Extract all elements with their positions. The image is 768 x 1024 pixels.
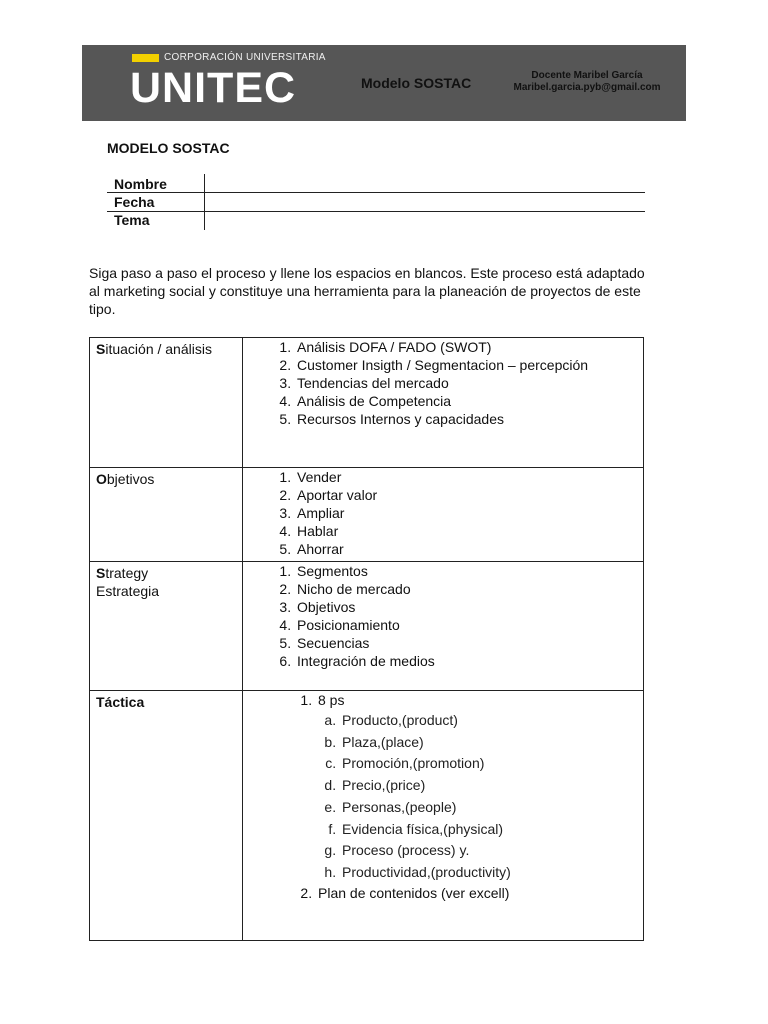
label-initial: O bbox=[96, 471, 107, 487]
list-item: 5. Recursos Internos y capacidades bbox=[295, 410, 643, 428]
list-item: 5. Secuencias bbox=[295, 634, 643, 652]
label-line2: Estrategia bbox=[96, 583, 160, 599]
form-row-fecha bbox=[107, 192, 645, 210]
logo-text: UNITEC bbox=[130, 64, 297, 112]
logo-accent-bar bbox=[132, 54, 159, 62]
row-content bbox=[243, 562, 644, 691]
list-item: 4. Análisis de Competencia bbox=[295, 392, 643, 410]
author-email: Maribel.garcia.pyb@gmail.com bbox=[513, 82, 661, 93]
list-item: 1. Análisis DOFA / FADO (SWOT) bbox=[295, 338, 643, 356]
list-item: 2. Customer Insigth / Segmentacion – percepción bbox=[295, 356, 643, 374]
label-rest: trategy bbox=[105, 565, 149, 581]
list-item: 3. Tendencias del mercado bbox=[295, 374, 643, 392]
row-content bbox=[243, 691, 644, 941]
list-item: 3. Ampliar bbox=[295, 504, 643, 522]
sub-item: b. Plaza,(place) bbox=[340, 732, 643, 754]
form-row-tema bbox=[107, 210, 645, 228]
label-initial: S bbox=[96, 341, 106, 357]
sub-item: c. Promoción,(promotion) bbox=[340, 753, 643, 775]
table-row-tactica bbox=[90, 691, 644, 941]
header-band bbox=[82, 45, 686, 121]
label-rest: bjetivos bbox=[106, 471, 155, 487]
sub-item: a. Producto,(product) bbox=[340, 710, 643, 732]
list-item bbox=[316, 691, 643, 884]
list-item: 2. Plan de contenidos (ver excell) bbox=[316, 884, 643, 902]
author-block bbox=[502, 70, 672, 94]
list-item: 4. Hablar bbox=[295, 522, 643, 540]
row-label bbox=[90, 562, 243, 691]
list-item-text: 8 ps bbox=[318, 692, 345, 708]
objetivos-list bbox=[243, 468, 643, 558]
sub-item: e. Personas,(people) bbox=[340, 797, 643, 819]
table-row-strategy bbox=[90, 562, 644, 691]
list-item: 2. Nicho de mercado bbox=[295, 580, 643, 598]
row-label bbox=[90, 338, 243, 468]
list-item: 2. Aportar valor bbox=[295, 486, 643, 504]
sub-item: h. Productividad,(productivity) bbox=[340, 862, 643, 884]
strategy-list bbox=[243, 562, 643, 670]
logo-subtitle: CORPORACIÓN UNIVERSITARIA bbox=[164, 52, 326, 63]
row-label bbox=[90, 691, 243, 941]
list-item: 1. Vender bbox=[295, 468, 643, 486]
tactica-sublist bbox=[318, 710, 643, 884]
situacion-list bbox=[243, 338, 643, 428]
sub-item: f. Evidencia física,(physical) bbox=[340, 819, 643, 841]
table-row-situacion bbox=[90, 338, 644, 468]
list-item: 5. Ahorrar bbox=[295, 540, 643, 558]
sub-item: g. Proceso (process) y. bbox=[340, 840, 643, 862]
intro-paragraph: Siga paso a paso el proceso y llene los espacios en blancos. Este proceso está adaptado al marketing social y constituye una herramienta para la planeación de proyectos de este tipo. bbox=[89, 265, 645, 317]
author-name: Docente Maribel García bbox=[531, 70, 643, 81]
header-doc-title: Modelo SOSTAC bbox=[361, 75, 472, 91]
field-label: Nombre bbox=[114, 176, 167, 192]
form-row-nombre bbox=[107, 174, 645, 192]
list-item: 1. Segmentos bbox=[295, 562, 643, 580]
sub-item: d. Precio,(price) bbox=[340, 775, 643, 797]
student-info-form bbox=[107, 174, 645, 228]
page-title: MODELO SOSTAC bbox=[107, 140, 230, 156]
field-label: Tema bbox=[114, 212, 150, 228]
row-content bbox=[243, 338, 644, 468]
list-item: 4. Posicionamiento bbox=[295, 616, 643, 634]
row-label bbox=[90, 468, 243, 562]
row-content bbox=[243, 468, 644, 562]
field-label: Fecha bbox=[114, 194, 155, 210]
sostac-table bbox=[89, 337, 644, 941]
label-bold: Táctica bbox=[96, 694, 145, 710]
list-item: 6. Integración de medios bbox=[295, 652, 643, 670]
tactica-list bbox=[243, 691, 643, 902]
label-initial: S bbox=[96, 565, 106, 581]
table-row-objetivos bbox=[90, 468, 644, 562]
label-rest: ituación / análisis bbox=[105, 341, 212, 357]
list-item: 3. Objetivos bbox=[295, 598, 643, 616]
